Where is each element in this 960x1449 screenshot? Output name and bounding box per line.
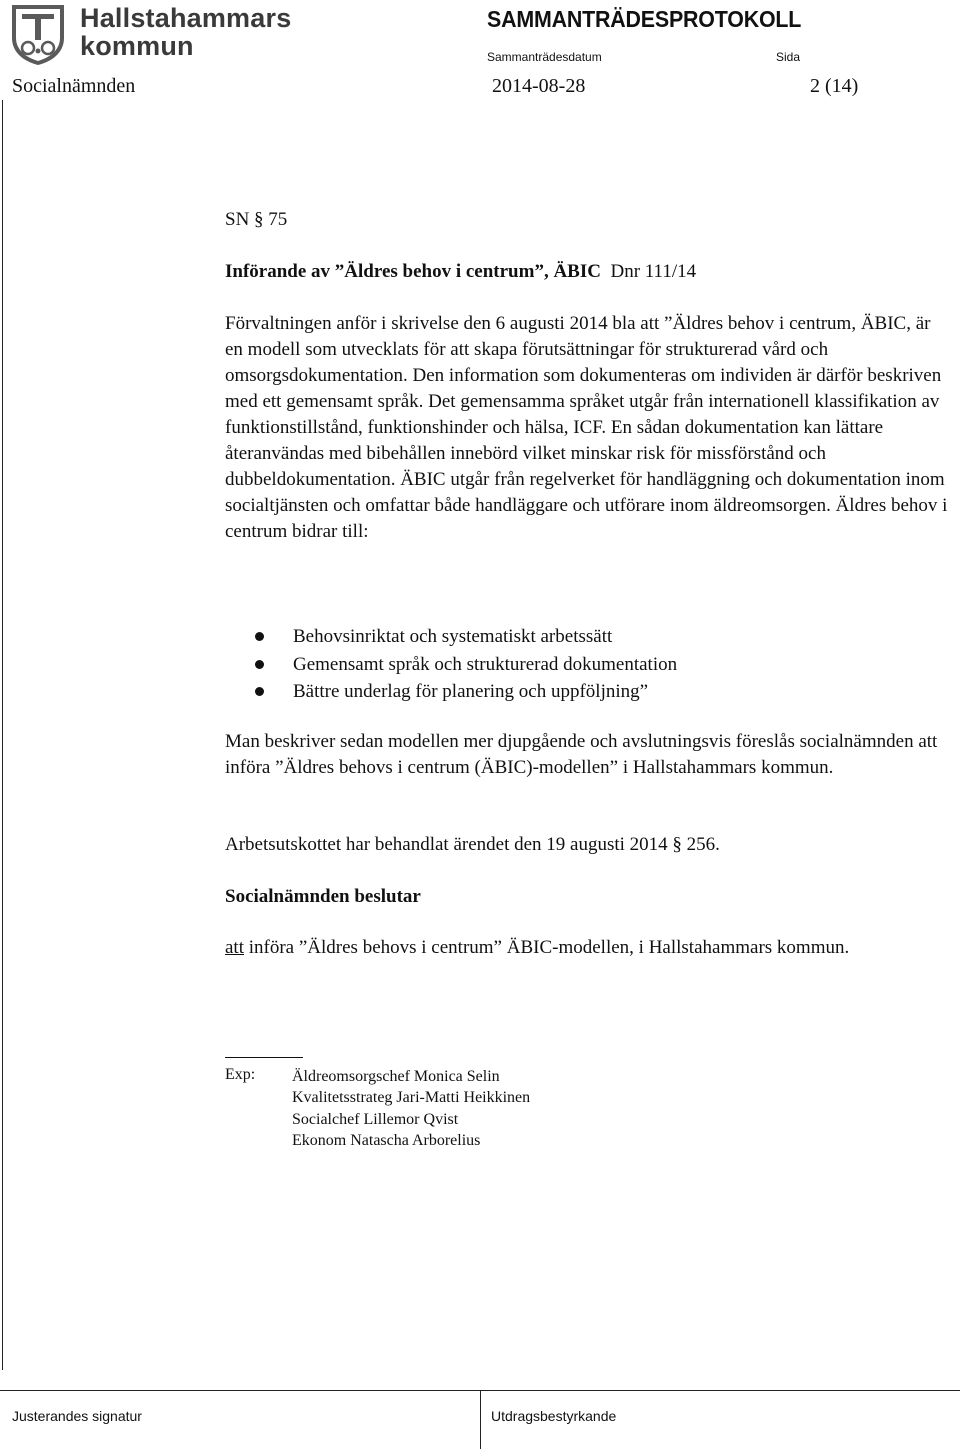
- paragraph-model: Man beskriver sedan modellen mer djupgående och avslutningsvis föreslås socialnämnden att införa ”Äldres behovs i centrum (ÄBIC)-modellen” i Hallstahammars kommun.: [225, 731, 938, 778]
- extract-label: Utdragsbestyrkande: [491, 1408, 617, 1424]
- list-item: Bättre underlag för planering och uppföljning”: [225, 678, 950, 706]
- logo-wordmark: [80, 4, 291, 60]
- decision-body: införa ”Äldres behovs i centrum” ÄBIC-modellen, i Hallstahammars kommun.: [244, 937, 850, 958]
- bullet-icon: [255, 687, 264, 696]
- decision-heading: Socialnämnden beslutar: [225, 886, 421, 907]
- signature-label: Justerandes signatur: [12, 1408, 142, 1424]
- section-title: Införande av ”Äldres behov i centrum”, ÄBIC: [225, 261, 601, 282]
- meeting-date: 2014-08-28: [492, 75, 586, 97]
- logo-line-1: Hallstahammars: [80, 3, 292, 33]
- bullet-icon: [255, 632, 264, 641]
- benefits-list: [225, 623, 950, 706]
- protocol-title: SAMMANTRÄDESPROTOKOLL: [487, 6, 802, 32]
- section-heading: [225, 259, 950, 285]
- exp-rule: [225, 1057, 303, 1058]
- bullet-icon: [255, 660, 264, 669]
- paragraph-intro: Förvaltningen anför i skrivelse den 6 augusti 2014 bla att ”Äldres behov i centrum, ÄBIC, är en modell som utvecklats för att skapa förutsättningar för strukturerad vård och omsorgsdokumentation. Den information som dokumenteras om individen är därför beskriven med ett gemensamt språk. Det gemensamma språket utgår från internationell klassifikation av funktionstillstånd, funktionshinder och hälsa, ICF. En sådan dokumentation kan lättare återanvändas med bibehållen innebörd vilket minskar risk för missförstånd och dubbeldokumentation. ÄBIC utgår från regelverket för handläggning och dokumentation inom socialtjänsten och omfattar både handläggare och utförare inom äldreomsorgen. Äldres behov i centrum bidrar till:: [225, 313, 948, 542]
- organ-name: Socialnämnden: [12, 75, 136, 97]
- paragraph-committee: Arbetsutskottet har behandlat ärendet den 19 augusti 2014 § 256.: [225, 834, 720, 855]
- list-item: Socialchef Lillemor Qvist: [292, 1110, 459, 1128]
- list-item: Äldreomsorgschef Monica Selin: [292, 1068, 500, 1085]
- footer-divider: [480, 1390, 481, 1449]
- dnr: Dnr 111/14: [610, 261, 697, 282]
- section-number: SN § 75: [225, 209, 288, 230]
- exp-label: Exp:: [225, 1066, 256, 1083]
- logo-line-2: kommun: [80, 31, 194, 61]
- list-item: Kvalitetsstrateg Jari-Matti Heikkinen: [292, 1089, 531, 1107]
- list-item: Ekonom Natascha Arborelius: [292, 1131, 481, 1149]
- page-number: 2 (14): [810, 75, 859, 97]
- municipality-logo: [8, 2, 292, 66]
- list-item: Behovsinriktat och systematiskt arbetssätt: [225, 623, 950, 651]
- decision-att: att: [225, 937, 244, 958]
- date-label: Sammanträdesdatum: [487, 50, 602, 64]
- coat-of-arms-icon: [8, 2, 70, 66]
- page-label: Sida: [776, 50, 801, 64]
- left-margin-rule: [2, 100, 3, 1370]
- list-item: Gemensamt språk och strukturerad dokumentation: [225, 651, 950, 679]
- decision-text: [225, 935, 950, 961]
- exp-recipients: [292, 1066, 530, 1151]
